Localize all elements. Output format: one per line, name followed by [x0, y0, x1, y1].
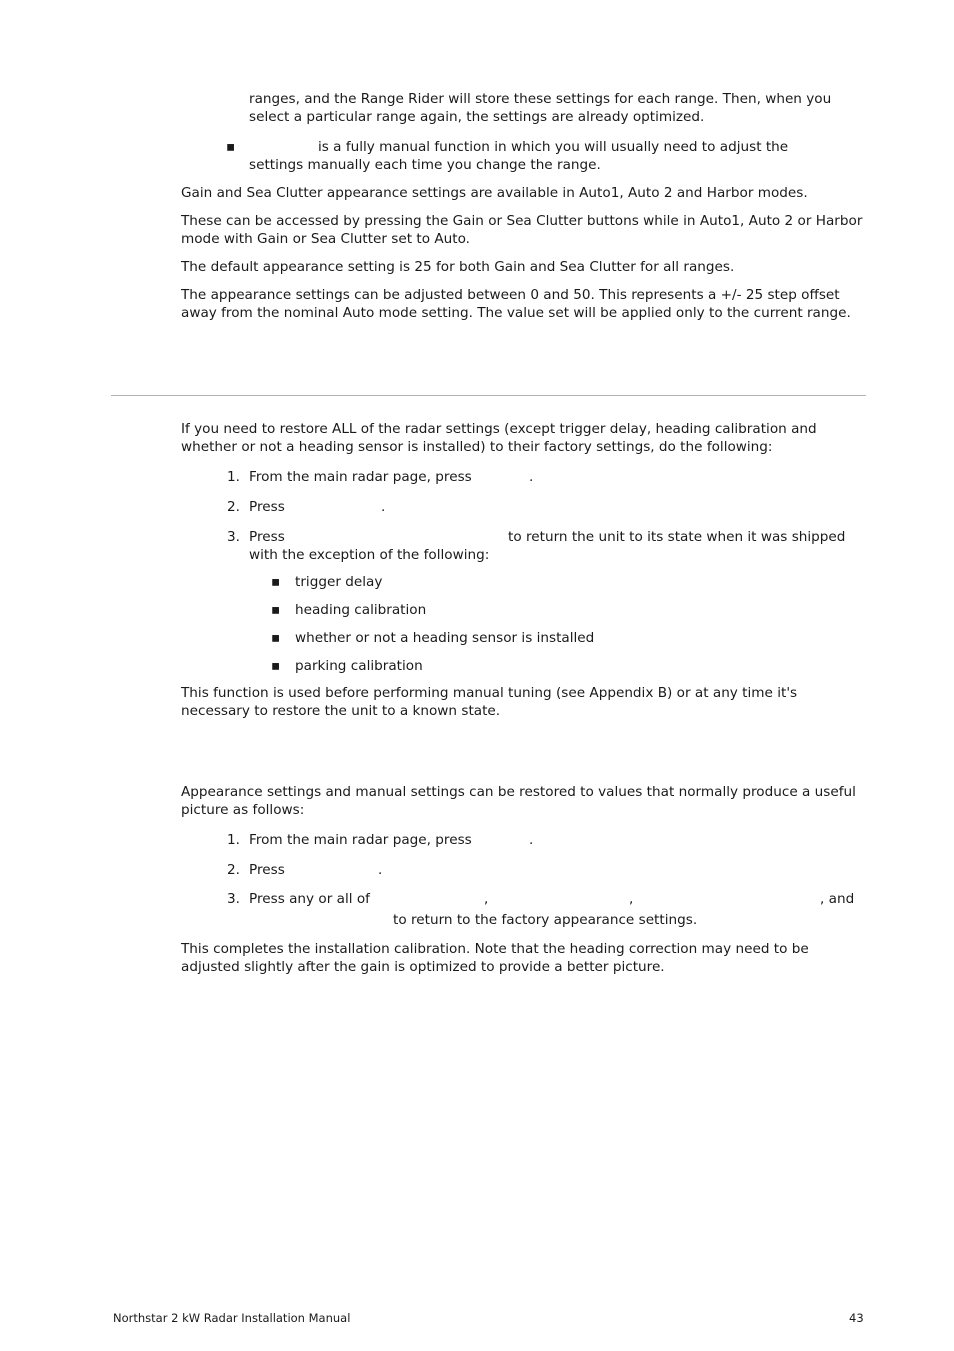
restore-all-intro: If you need to restore ALL of the radar settings (except trigger delay, heading calibration and whether or not a heading sensor is installed) to their factory settings, do the following: [181, 421, 817, 455]
step-text-continued: to return to the factory appearance settings. [393, 912, 698, 928]
step-text: From the main radar page, press [249, 469, 472, 485]
default-setting-paragraph: The default appearance setting is 25 for both Gain and Sea Clutter for all ranges. [181, 259, 735, 275]
step-number: 2. [227, 499, 240, 515]
bullet-marker: ▪ [271, 574, 281, 590]
appearance-access-paragraph: These can be accessed by pressing the Gain or Sea Clutter buttons while in Auto1, Auto 2 or Harbor mode with Gain or Sea Clutter set to Auto. [181, 213, 863, 247]
bullet-marker: ▪ [271, 658, 281, 674]
bullet-marker: ▪ [271, 602, 281, 618]
step-text: Press [249, 499, 285, 515]
appearance-availability-paragraph: Gain and Sea Clutter appearance settings are available in Auto1, Auto 2 and Harbor modes. [181, 185, 808, 201]
step-text-after: to return the unit to its state when it was shipped [508, 529, 846, 545]
exception-item: trigger delay [295, 574, 383, 590]
adjustment-range-paragraph: The appearance settings can be adjusted between 0 and 50. This represents a +/- 25 step offset away from the nominal Auto mode setting. The value set will be applied only to the current range. [181, 287, 851, 321]
step-text: From the main radar page, press [249, 832, 472, 848]
installation-complete-paragraph: This completes the installation calibration. Note that the heading correction may need to be adjusted slightly after the gain is optimized to provide a better picture. [181, 941, 809, 975]
step-number: 3. [227, 529, 240, 545]
step-number: 1. [227, 469, 240, 485]
separator-comma: , [629, 891, 634, 907]
step-period: . [378, 862, 383, 878]
restore-appearance-intro: Appearance settings and manual settings can be restored to values that normally produce a useful picture as follows: [181, 784, 856, 818]
step-number: 1. [227, 832, 240, 848]
step-text: Press any or all of [249, 891, 370, 907]
exception-item: heading calibration [295, 602, 427, 618]
bullet-marker: ▪ [226, 139, 236, 155]
step-text-continued: with the exception of the following: [249, 547, 490, 563]
step-number: 3. [227, 891, 240, 907]
manual-mode-bullet: is a fully manual function in which you will usually need to adjust the settings manually each time you change the range. [249, 139, 789, 173]
step-period: . [529, 832, 534, 848]
step-period: . [381, 499, 386, 515]
page-number: 43 [849, 1311, 864, 1325]
step-text: Press [249, 529, 285, 545]
section-divider [111, 395, 866, 396]
step-text: Press [249, 862, 285, 878]
separator-and: , and [820, 891, 855, 907]
step-number: 2. [227, 862, 240, 878]
range-rider-continuation: ranges, and the Range Rider will store these settings for each range. Then, when you select a particular range again, the settings are already optimized. [249, 91, 832, 125]
exception-item: whether or not a heading sensor is installed [295, 630, 595, 646]
footer-manual-title: Northstar 2 kW Radar Installation Manual [113, 1311, 351, 1325]
separator-comma: , [484, 891, 489, 907]
bullet-marker: ▪ [271, 630, 281, 646]
exception-item: parking calibration [295, 658, 423, 674]
restore-all-closing: This function is used before performing manual tuning (see Appendix B) or at any time it's necessary to restore the unit to a known state. [181, 685, 798, 719]
step-period: . [529, 469, 534, 485]
